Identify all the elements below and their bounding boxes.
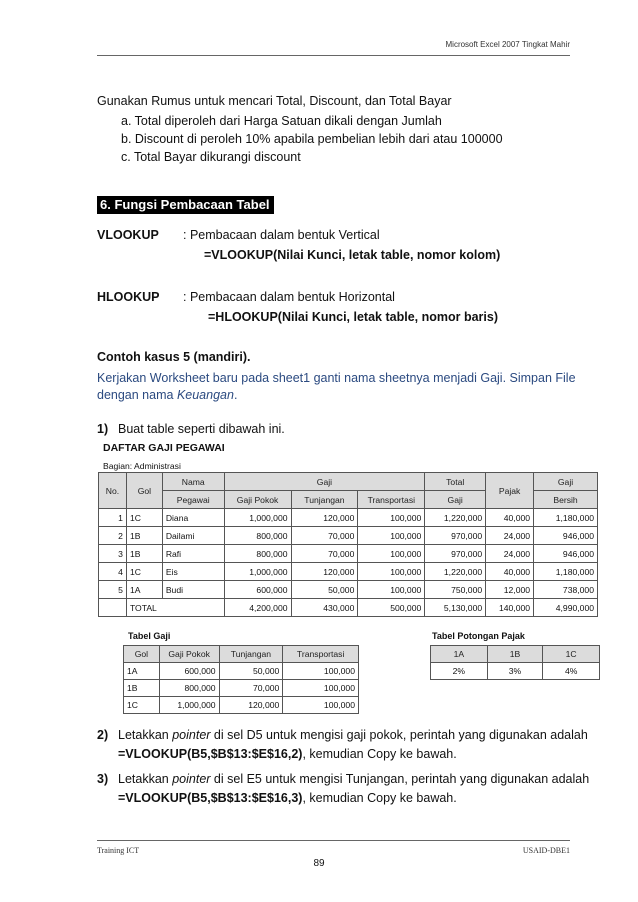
- hlookup-desc: : Pembacaan dalam bentuk Horizontal: [183, 290, 395, 304]
- salary-table: [98, 472, 598, 617]
- table-row: 2 1B Dailami 800,000 70,000 100,000 970,000 24,000 946,000: [99, 527, 598, 545]
- table-row: 1A 600,000 50,000 100,000: [124, 663, 359, 680]
- sheet-subtitle: Bagian: Administrasi: [103, 461, 181, 471]
- footer-left: Training ICT: [97, 846, 140, 855]
- intro-item-b: b. Discount di peroleh 10% apabila pembelian lebih dari atau 100000: [121, 132, 503, 146]
- table-row: 1C 1,000,000 120,000 100,000: [124, 697, 359, 714]
- hlookup-name: HLOOKUP: [97, 290, 160, 304]
- table-row: 3 1B Rafi 800,000 70,000 100,000 970,000 24,000 946,000: [99, 545, 598, 563]
- table-row: 1 1C Diana 1,000,000 120,000 100,000 1,220,000 40,000 1,180,000: [99, 509, 598, 527]
- table-row: 2% 3% 4%: [431, 663, 600, 680]
- running-header: Microsoft Excel 2007 Tingkat Mahir: [445, 40, 570, 49]
- step-3-num: 3): [97, 772, 109, 786]
- step-1-num: 1): [97, 422, 109, 436]
- page-number: 89: [313, 858, 325, 869]
- intro-text: Gunakan Rumus untuk mencari Total, Discount, dan Total Bayar: [97, 94, 452, 108]
- footer-rule: [97, 840, 570, 841]
- table-row: 5 1A Budi 600,000 50,000 100,000 750,000 12,000 738,000: [99, 581, 598, 599]
- step-2-text: Letakkan pointer di sel D5 untuk mengisi gaji pokok, perintah yang digunakan adalah: [118, 728, 588, 742]
- step-1-text: Buat table seperti dibawah ini.: [118, 422, 285, 436]
- tabel-gaji-title: Tabel Gaji: [128, 631, 171, 641]
- case-line-2: dengan nama Keuangan.: [97, 388, 238, 402]
- sheet-title: DAFTAR GAJI PEGAWAI: [103, 442, 225, 454]
- table-header-row: Gol Gaji Pokok Tunjangan Transportasi: [124, 646, 359, 663]
- case-line-1: Kerjakan Worksheet baru pada sheet1 ganti nama sheetnya menjadi Gaji. Simpan File: [97, 371, 576, 385]
- table-header-row: Pegawai Gaji Pokok Tunjangan Transportasi Gaji Bersih: [99, 491, 598, 509]
- intro-item-c: c. Total Bayar dikurangi discount: [121, 150, 301, 164]
- intro-item-a: a. Total diperoleh dari Harga Satuan dikali dengan Jumlah: [121, 114, 442, 128]
- step-2-num: 2): [97, 728, 109, 742]
- table-row: 1B 800,000 70,000 100,000: [124, 680, 359, 697]
- footer-right: USAID-DBE1: [522, 846, 570, 855]
- case-title: Contoh kasus 5 (mandiri).: [97, 350, 251, 364]
- tabel-gaji: [123, 645, 359, 714]
- table-header-row: 1A 1B 1C: [431, 646, 600, 663]
- step-2-formula-line: =VLOOKUP(B5,$B$13:$E$16,2), kemudian Copy ke bawah.: [118, 747, 457, 761]
- tabel-pajak-title: Tabel Potongan Pajak: [432, 631, 525, 641]
- header-rule: [97, 55, 570, 56]
- vlookup-desc: : Pembacaan dalam bentuk Vertical: [183, 228, 380, 242]
- hlookup-syntax: =HLOOKUP(Nilai Kunci, letak table, nomor baris): [208, 310, 498, 324]
- section-heading: 6. Fungsi Pembacaan Tabel: [97, 196, 274, 214]
- total-row: TOTAL 4,200,000 430,000 500,000 5,130,000 140,000 4,990,000: [99, 599, 598, 617]
- step-3-formula: =VLOOKUP(B5,$B$13:$E$16,3): [118, 791, 303, 805]
- step-3-formula-line: =VLOOKUP(B5,$B$13:$E$16,3), kemudian Copy ke bawah.: [118, 791, 457, 805]
- vlookup-syntax: =VLOOKUP(Nilai Kunci, letak table, nomor kolom): [204, 248, 501, 262]
- step-3-text: Letakkan pointer di sel E5 untuk mengisi Tunjangan, perintah yang digunakan adalah: [118, 772, 590, 786]
- step-2-formula: =VLOOKUP(B5,$B$13:$E$16,2): [118, 747, 303, 761]
- vlookup-name: VLOOKUP: [97, 228, 159, 242]
- table-header-row: No. Gol Nama Gaji Total Pajak Gaji: [99, 473, 598, 491]
- file-name: Keuangan: [176, 388, 234, 402]
- table-row: 4 1C Eis 1,000,000 120,000 100,000 1,220,000 40,000 1,180,000: [99, 563, 598, 581]
- tabel-pajak: [430, 645, 600, 680]
